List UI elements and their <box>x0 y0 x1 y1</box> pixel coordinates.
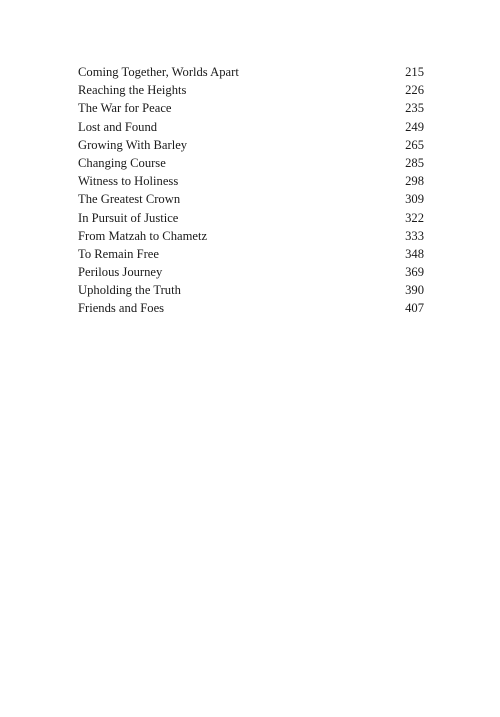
toc-entry-title: Friends and Foes <box>78 301 165 316</box>
toc-entry-page-number: 309 <box>405 192 424 207</box>
toc-entry-page-number: 215 <box>405 65 424 79</box>
toc-entry-page-number: 285 <box>405 155 424 170</box>
toc-entry <box>78 209 424 227</box>
toc-entry-page-number: 390 <box>405 283 424 298</box>
toc-entry-page-number: 407 <box>405 301 424 316</box>
toc-entry-title: Witness to Holiness <box>78 174 179 189</box>
toc-entry-page-number: 249 <box>405 119 424 134</box>
toc-entry-title: In Pursuit of Justice <box>78 210 179 225</box>
toc-entry-title: Upholding the Truth <box>78 283 181 298</box>
toc-entry <box>78 245 424 263</box>
toc-entry-title: Lost and Found <box>78 119 158 134</box>
toc-entry <box>78 136 424 154</box>
toc-entry-title: Coming Together, Worlds Apart <box>78 65 239 79</box>
toc-entry <box>78 81 424 99</box>
toc-entry-page-number: 226 <box>405 83 424 98</box>
toc-entry-title: Growing With Barley <box>78 137 188 152</box>
toc-entry <box>78 190 424 208</box>
toc-entry-page-number: 348 <box>405 246 424 261</box>
toc-entry-page-number: 333 <box>405 228 424 243</box>
toc-entry-page-number: 322 <box>405 210 424 225</box>
toc-entry-title: Reaching the Heights <box>78 83 187 98</box>
toc-entry-page-number: 298 <box>405 174 424 189</box>
toc-entry-page-number: 265 <box>405 137 424 152</box>
toc-entry <box>78 63 424 81</box>
toc-entry <box>78 299 424 317</box>
toc-entry <box>78 263 424 281</box>
toc-entry <box>78 118 424 136</box>
toc-entry-title: Changing Course <box>78 155 166 170</box>
toc-entry-title: Perilous Journey <box>78 265 163 280</box>
table-of-contents <box>78 63 424 318</box>
toc-entry-title: From Matzah to Chametz <box>78 228 208 243</box>
toc-entry-page-number: 235 <box>405 101 424 116</box>
toc-entry <box>78 154 424 172</box>
toc-entry-page-number: 369 <box>405 265 424 280</box>
toc-entry-title: The Greatest Crown <box>78 192 181 207</box>
toc-entry <box>78 281 424 299</box>
toc-entry <box>78 99 424 117</box>
toc-entry <box>78 172 424 190</box>
toc-entry-title: The War for Peace <box>78 101 172 116</box>
toc-entry <box>78 227 424 245</box>
toc-entry-title: To Remain Free <box>78 246 159 261</box>
